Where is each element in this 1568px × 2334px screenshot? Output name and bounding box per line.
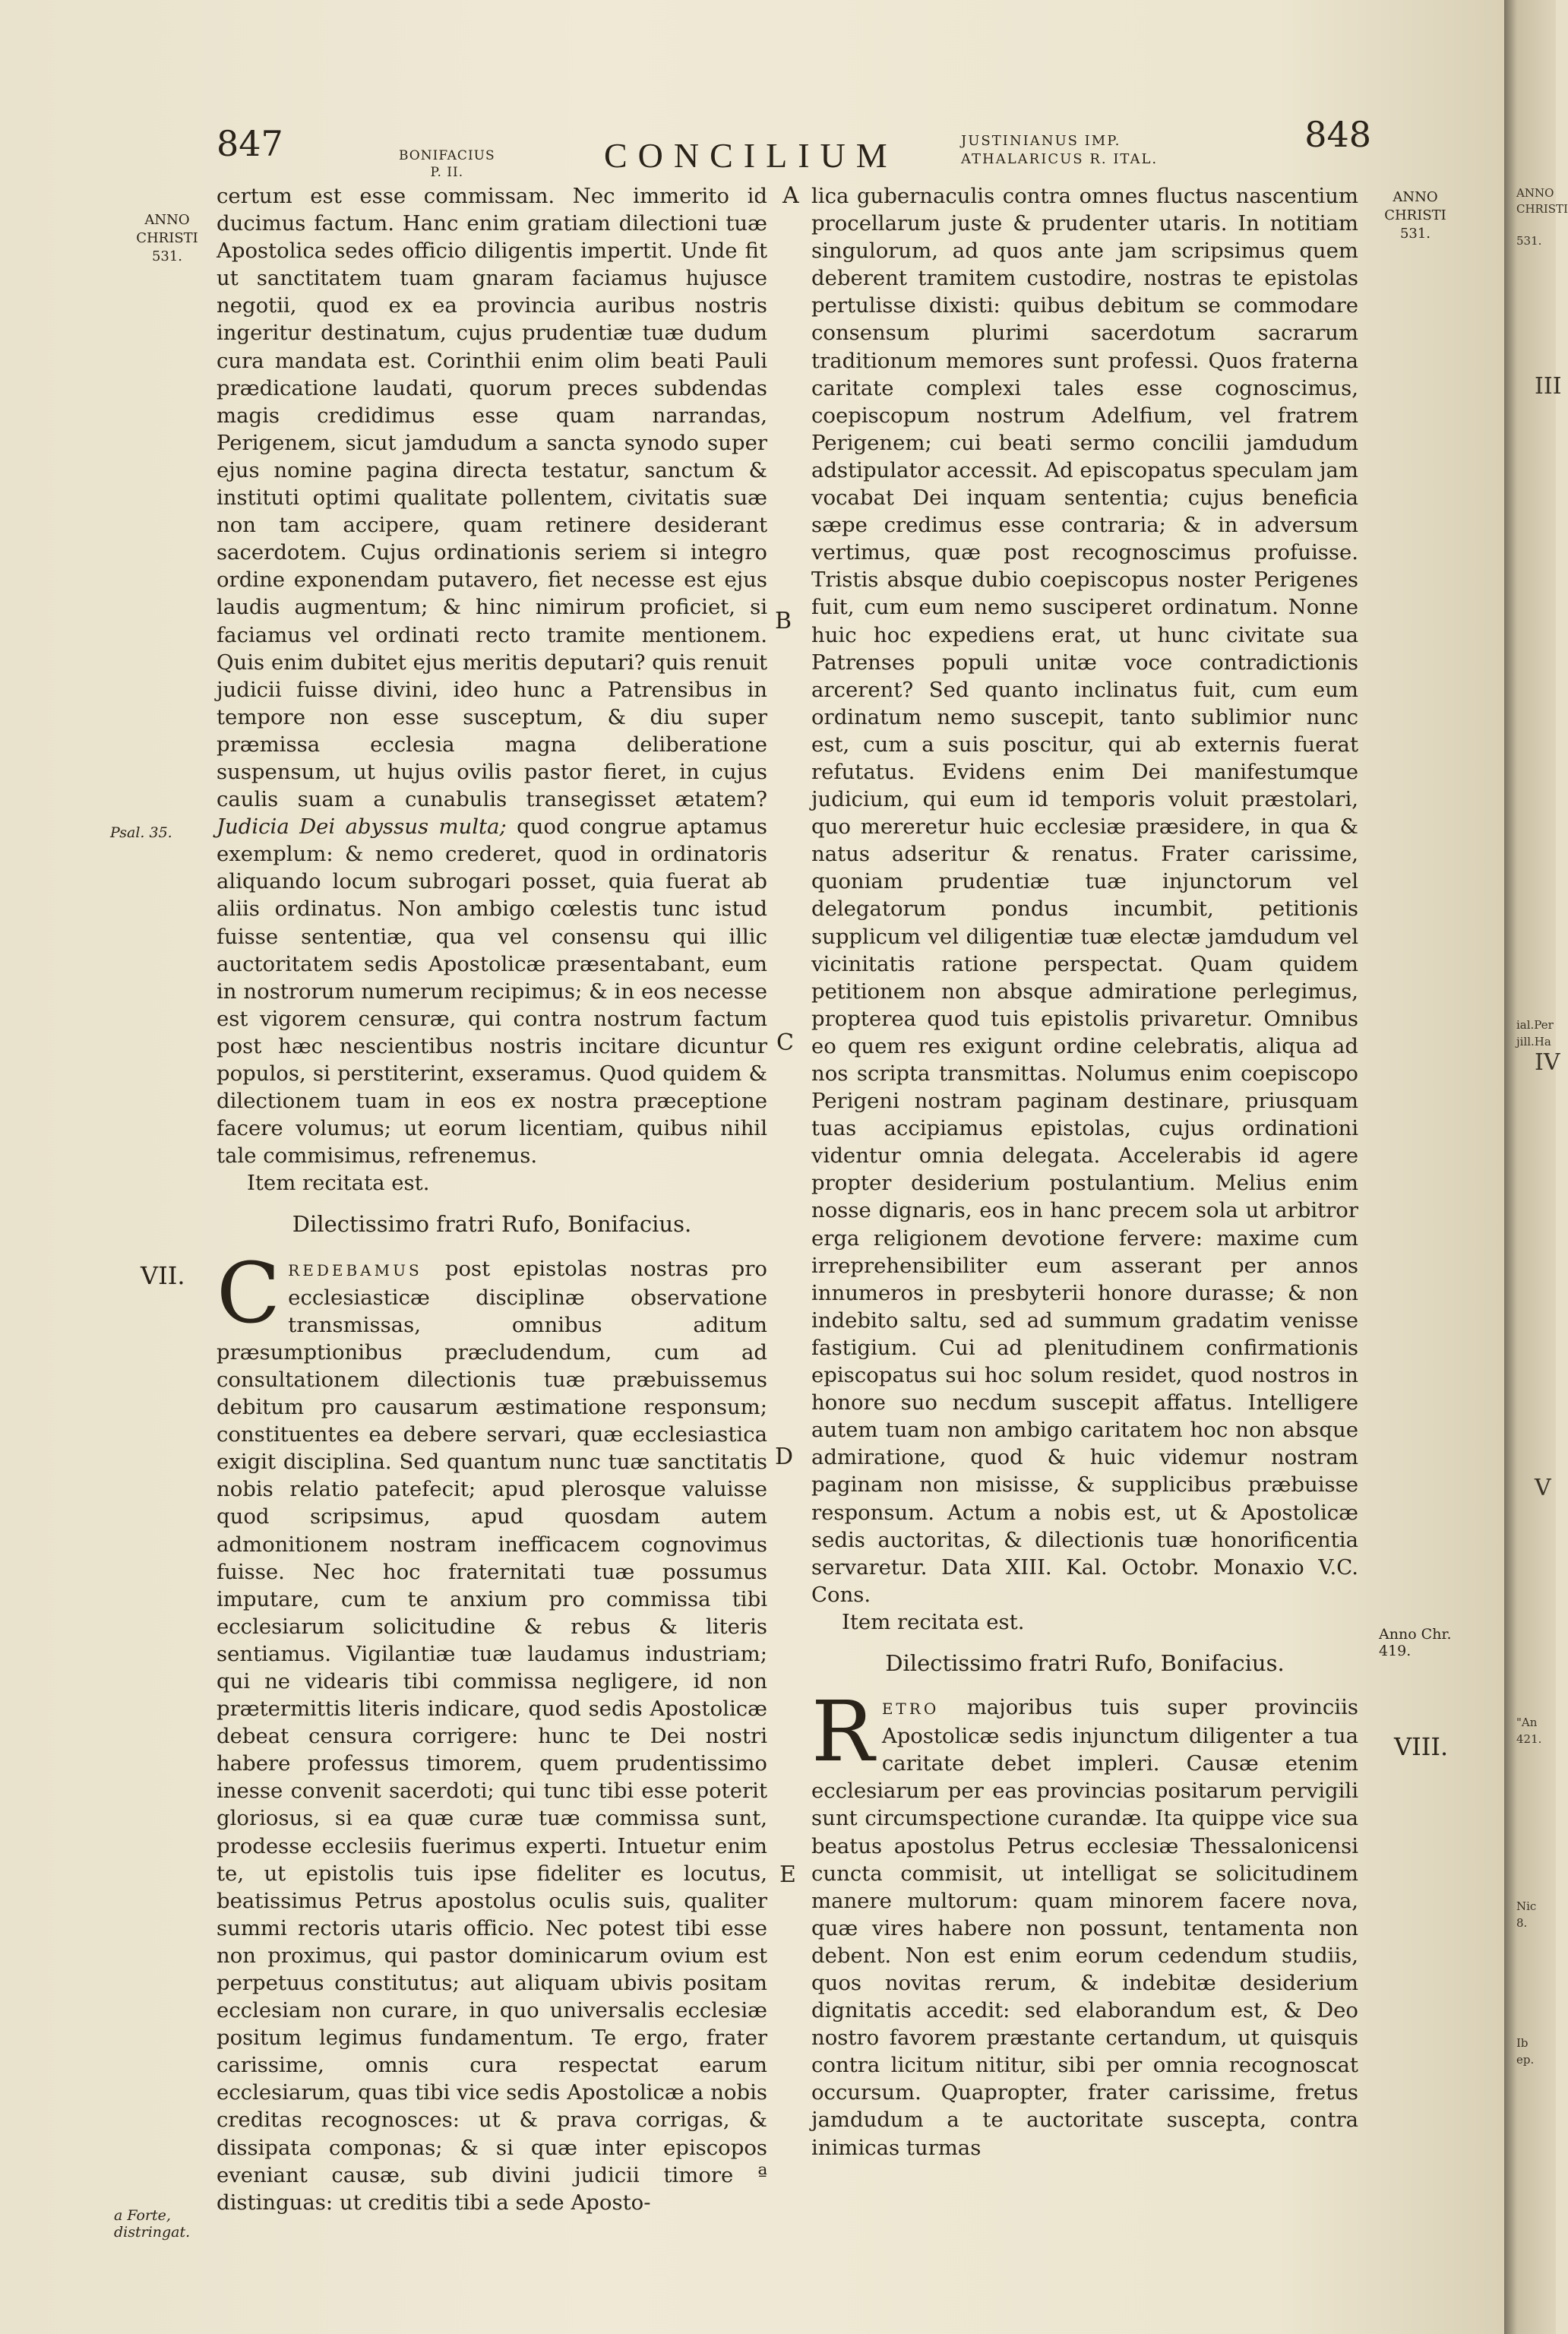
right-paragraph-2 — [811, 1683, 1358, 2162]
left-p1-text: certum est esse commissam. Nec immerito id ducimus factum. Hanc enim gratiam dilectioni tuæ Apostolica sedes officio diligentis impertit. Unde fit ut sanctitatem tuam gnaram faciamus hujusce negotii, quod ex ea provincia auribus nostris ingeritur destinatum, cujus prudentiæ tuæ dudum cura mandata est. Corinthii enim olim beati Pauli prædicatione laudati, quorum preces subdendas magis credidimus esse quam narrandas, Perigenem, sicut jamdudum a sancta synodo super ejus nomine pagina directa testatur, sanctum & instituti optimi qualitate pollentem, civitatis suæ non tam accipere, quam retinere desiderant sacerdotem. Cujus ordinationis seriem si integro ordine exponendam putavero, fiet necesse est ejus laudis augmentum; & hinc nimirum proficiet, si faciamus vel ordinati recto tramite mentionem. Quis enim dubitet ejus meritis deputari? quis renuit judicii fuisse divini, ideo hunc a Patrensibus in tempore non esse susceptum, & diu super præmissa ecclesia magna deliberatione suspensum, ut hujus ovilis pastor fieret, in cujus caulis suam a cunabulis transegisset ætatem? — [217, 184, 767, 812]
page-number-right: 848 — [1304, 114, 1371, 155]
left-p1b-text: quod congrue aptamus exemplum: & nemo crederet, quod in ordinatoris aliquando locum subrogari posset, quia fuerat ab aliis ordinatus. Non ambigo cœlestis tunc istud fuisse sententiæ, qua vel consensu qui illic auctoritatem sedis Apostolicæ præsentabant, eum in nostrorum numerum recipimus; & in eos necesse est vigorem censuræ, qui contra nostrum factum post hæc nescientibus nostris incitare dicuntur populos, si perstiterint, exseramus. Quod quidem & dilectionem tuam in eos ex nostra præceptione facere volumus; ut eorum licentiam, quibus nihil tale commisimus, refrenemus. — [217, 814, 767, 1169]
next-page-t2: CHRISTI — [1516, 202, 1568, 216]
smallcaps-retro: ETRO — [881, 1700, 940, 1719]
anno-chr-note: Anno Chr. 419. — [1379, 1626, 1452, 1659]
next-page-t11: Nic — [1516, 1899, 1537, 1913]
item-recitata-1: Item recitata est. — [247, 1171, 430, 1196]
left-p2-text: post epistolas nostras pro ecclesiasticæ disciplinæ observatione transmissas, omnibus aditum præsumptionibus præcludendum, cum ad consultationem dilectionis tuæ præbuissemus debitum pro causarum æstimatione responsum; constituentes ea debere servari, quæ ecclesiastica exigit disciplina. Sed quantum nunc tuæ sanctitatis nobis relatio patefecit; apud plerosque valuisse quod scripsimus, apud quosdam autem admonitionem nostram inefficacem cognovimus fuisse. Nec hoc fraternitati tuæ possumus imputare, cum te anxium pro commissa tibi ecclesiarum solicitudine & rebus & literis sentiamus. Vigilantiæ tuæ laudamus industriam; qui ne videaris tibi commissa negligere, id non prætermittis literis indicare, quod sedis Apostolicæ debeat censura corrigere: hunc te Dei nostri habere professus timorem, quem prudentissimo inesse convenit sacerdoti; qui tunc tibi esse poterit gloriosus, si ea quæ curæ tuæ commissa sunt, prodesse ecclesiis fuerimus experti. Intuetur enim te, ut epistolis tuis ipse fideliter es locutus, beatissimus Petrus apostolus oculis suis, qualiter summi rectoris utaris officio. Nec potest tibi esse non proximus, qui pastor dominicarum ovium est perpetuus constitutus; aut aliquam ubivis positam ecclesiam non curare, in quo universalis ecclesiæ positum legimus fundamentum. Te ergo, frater carissime, omnis cura respectat earum ecclesiarum, quas tibi vice sedis Apostolicæ a nobis creditas recognosces: ut & prava corrigas, & dissipata componas; & si quæ inter episcopos eveniant causæ, sub divini judicii timore ª distinguas: ut creditis tibi a sede Aposto- — [217, 1256, 767, 2215]
next-page-t7: jill.Ha — [1516, 1035, 1551, 1048]
section-number-vii: VII. — [141, 1261, 185, 1290]
letter-title-vii: Dilectissimo fratri Rufo, Bonifacius. — [292, 1211, 692, 1238]
header-left-label — [399, 147, 495, 181]
left-column — [217, 182, 767, 2216]
header-left-line2: P. II. — [430, 165, 464, 180]
next-page-t12: 8. — [1516, 1916, 1528, 1930]
item-recitata-2: Item recitata est. — [842, 1609, 1025, 1634]
drop-cap-c: C — [217, 1244, 281, 1342]
drop-cap-r: R — [811, 1683, 874, 1781]
header-left-line1: BONIFACIUS — [399, 148, 495, 163]
header-right-label — [961, 132, 1158, 169]
left-paragraph-1 — [217, 182, 767, 1169]
right-column — [811, 182, 1358, 2162]
right-p3-text: majoribus tuis super provinciis Apostolicæ sedis injunctum diligenter a tua caritate debet impleri. Causæ etenim ecclesiarum per eas provincias positarum pervigili sunt circumspectione curandæ. Ita quippe vice sua beatus apostolus Petrus ecclesiæ Thessalonicensi cuncta commisit, ut intelligat se solicitudinem manere multorum: quam minorem facere nova, quæ vires habere non possunt, tentamenta non debent. Non est enim eorum cedendum studiis, quos novitas rerum, & indebitæ desiderium dignitatis accedit: sed elaborandum est, & Deo nostro favorem præstante certandum, ut quisquis contra licitum nititur, sibi per omnia recognoscat occursum. Quapropter, frater carissime, fretus jamdudum a te auctoritate suscepta, contra inimicas turmas — [811, 1695, 1358, 2160]
next-page-t13: Ib — [1516, 2036, 1528, 2050]
next-page-edge — [1504, 0, 1568, 2334]
header-right-line2: ATHALARICUS R. ITAL. — [961, 151, 1159, 167]
smallcaps-credebamus: REDEBAMUS — [288, 1260, 422, 1279]
next-page-t6: ial.Per — [1516, 1018, 1554, 1032]
next-page-t1: ANNO — [1516, 186, 1554, 200]
psalm-note: Psal. 35. — [110, 824, 172, 841]
anno-christi-left: ANNO CHRISTI 531. — [136, 212, 198, 264]
margin-letter-d: D — [775, 1444, 794, 1470]
section-number-viii: VIII. — [1394, 1732, 1449, 1761]
left-p1-quote: Judicia Dei abyssus multa; — [217, 814, 507, 840]
next-page-t14: ep. — [1516, 2053, 1535, 2067]
header-right-line1: JUSTINIANUS IMP. — [961, 133, 1121, 149]
margin-letter-b: B — [775, 608, 792, 634]
margin-letter-a: A — [782, 182, 799, 209]
next-page-t3: 531. — [1516, 234, 1542, 248]
letter-title-viii: Dilectissimo fratri Rufo, Bonifacius. — [885, 1649, 1285, 1676]
margin-letter-e: E — [779, 1861, 796, 1888]
forte-note: a Forte, distringat. — [114, 2207, 191, 2241]
right-paragraph-1: lica gubernaculis contra omnes fluctus nascentium procellarum juste & prudenter utaris. In notitiam singulorum, ad quos ante jam scripsimus quem deberent tramitem custodire, nostras te epistolas pertulisse dixisti: quibus debitum se commodare consensum plurimi sacerdotum sacrarum traditionum memores sunt professi. Quos fraterna caritate complexi tales esse cognoscimus, coepiscopum nostrum Adelfium, vel fratrem Perigenem; cui beati sermo concilii jamdudum adstipulator accessit. Ad episcopatus speculam jam vocabat Dei inquam sententia; cujus beneficia sæpe credimus esse contraria; & in adversum vertimus, quæ post recognoscimus profuisse. Tristis absque dubio coepiscopus noster Perigenes fuit, cum eum nemo susciperet ordinatum. Nonne huic hoc expediens erat, ut hunc civitate sua Patrenses populi unitæ voce contradictionis arcerent? Sed quanto inclinatus fuit, cum eum ordinatum nemo suscepit, tanto sublimior nunc est, cum a suis poscitur, qui ab externis fuerat refutatus. Evidens enim Dei manifestumque judicium, qui eum id temporis voluit præstolari, quo mereretur huic ecclesiæ præsidere, in qua & natus adseritur & renatus. Frater carissime, quoniam prudentiæ tuæ injunctorum vel delegatorum pondus incumbit, petitionis supplicum vel diligentiæ tuæ electæ jamdudum vel vicinitatis ratione perspectat. Quam quidem petitionem non absque admiratione perlegimus, propterea quod tuis epistolis privaretur. Omnibus eo quem res exigunt ordine celebratis, aliqua ad nos scripta transmittas. Nolumus enim coepiscopo Perigeni nostram paginam destinare, priusquam tuas accipiamus epistolas, cujus ordinationi videntur omnia delegata. Accelerabis id agere propter desiderium postulantium. Melius enim nosse dignaris, eos in hanc precem sola ut arbitror erga religionem devotione fervere: maxime cum irreprehensibiliter eum asserant per annos innumeros in presbyterii honore durasse; & non indebito saltu, sed ad summum gradatim venisse fastigium. Cui ad plenitudinem confirmationis episcopatus sui hoc solum residet, quod nostros in honore suo necdum suscepit affatus. Intelligere autem tuam non ambigo caritatem hoc non absque admiratione, quod & huic videmur nostram paginam non misisse, & supplicibus præbuisse responsum. Actum a nobis est, ut & Apostolicæ sedis auctoritas, & dilectionis tuæ honorificentia servaretur. Data XIII. Kal. Octobr. Monaxio V.C. Cons. — [811, 184, 1358, 1607]
header-title: CONCILIUM — [604, 136, 898, 175]
next-page-t5: IV — [1535, 1049, 1560, 1076]
margin-letter-c: C — [776, 1029, 794, 1056]
anno-christi-right: ANNO CHRISTI 531. — [1384, 189, 1446, 242]
next-page-t4: III — [1535, 373, 1562, 400]
next-page-t10: 421. — [1516, 1732, 1542, 1746]
left-paragraph-2 — [217, 1244, 767, 2216]
page-number-left: 847 — [217, 123, 283, 164]
next-page-t8: V — [1535, 1475, 1551, 1501]
next-page-t9: "An — [1516, 1716, 1538, 1729]
